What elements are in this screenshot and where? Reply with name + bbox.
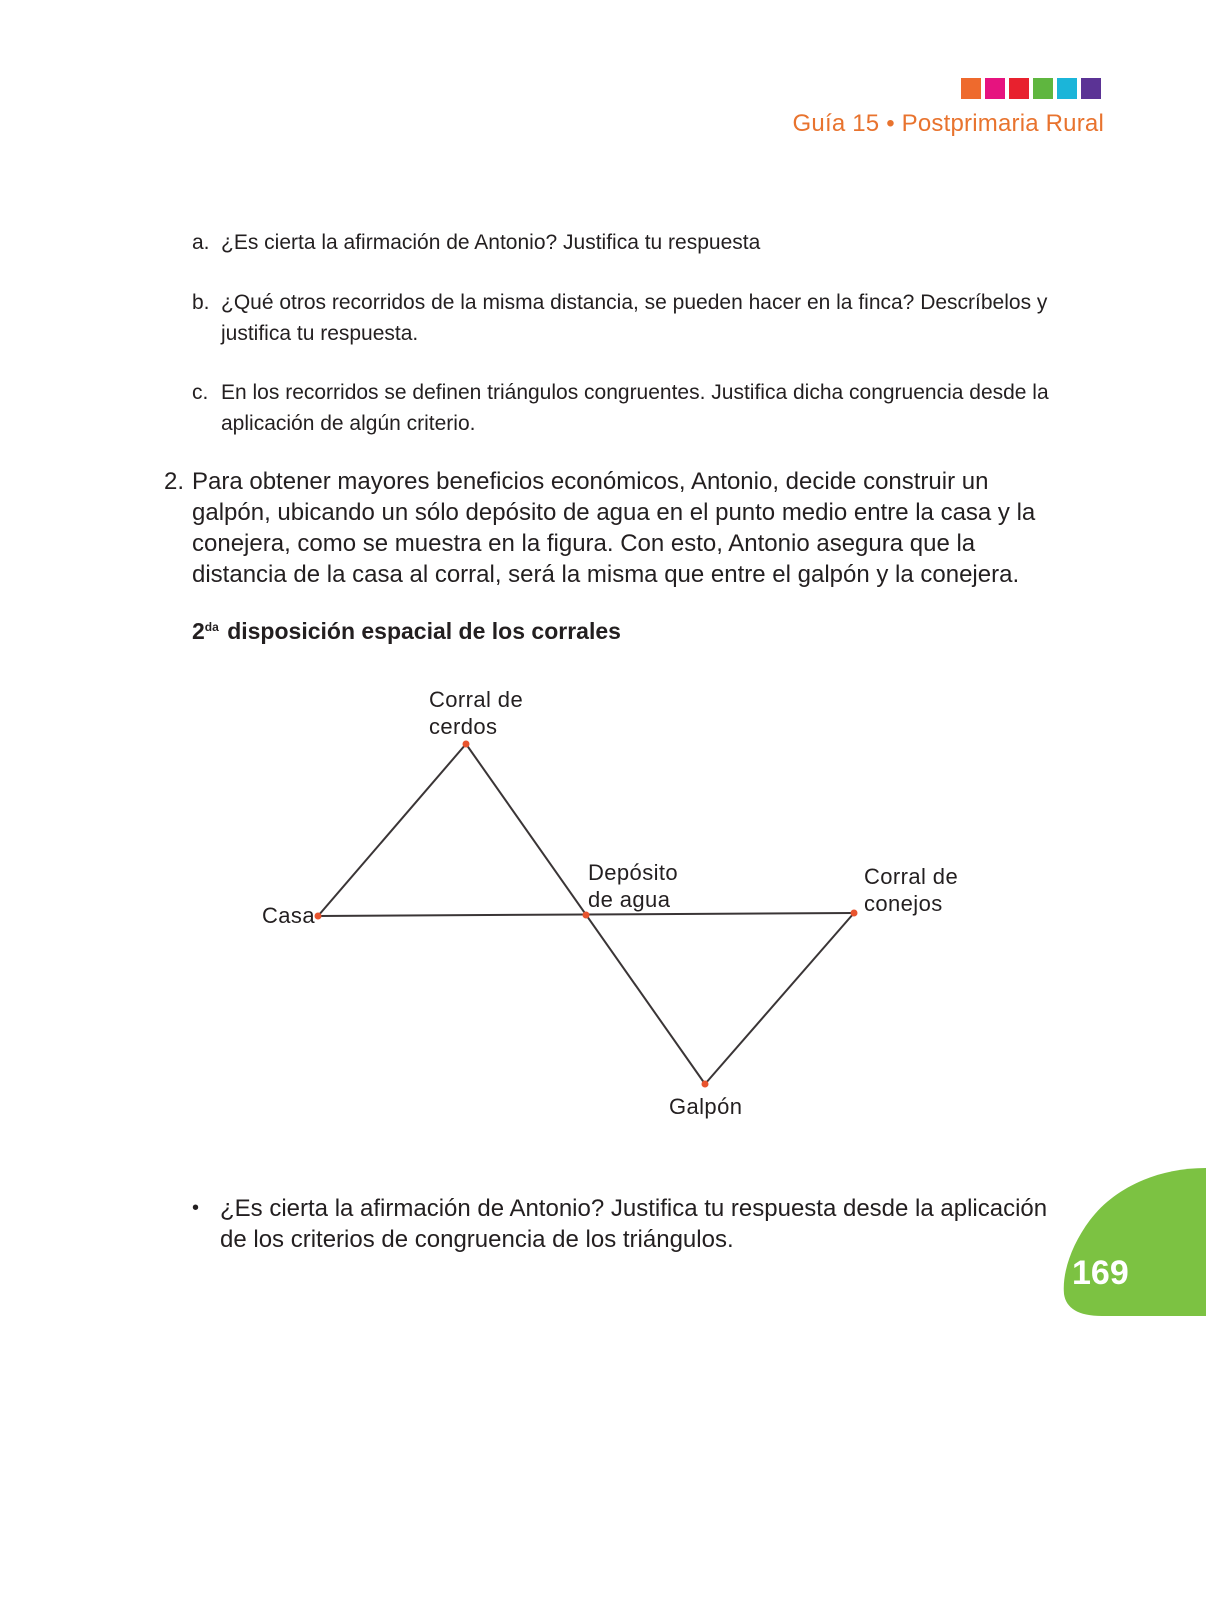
page-number-blob-shape [1064,1168,1206,1316]
sub-question-label: a. [192,231,210,254]
label-corral-conejos: Corral de conejos [864,864,959,916]
sub-question-text: ¿Qué otros recorridos de la misma distancia, se pueden hacer en la finca? Descríbelos y justifica tu respuesta. [221,291,1048,345]
label-galpon: Galpón [669,1094,743,1119]
label-deposito-agua: Depósito de agua [588,860,679,912]
sub-question-label: c. [192,381,209,404]
figure-title-ordinal: 2 [192,618,205,644]
bullet-question-text: ¿Es cierta la afirmación de Antonio? Justifica tu respuesta desde la aplicación de los criterios de congruencia de los triángulos. [220,1195,1048,1253]
question-text: Para obtener mayores beneficios económicos, Antonio, decide construir un galpón, ubicando un sólo depósito de agua en el punto medio entre la casa y la conejera, como se muestra en la figura. Con esto, Antonio asegura que la distancia de la casa al corral, será la misma que entre el galpón y la conejera. [192,468,1036,588]
header-title: Guía 15 • Postprimaria Rural [792,110,1104,137]
label-corral-cerdos: Corral de cerdos [429,687,524,739]
bullet-marker: • [192,1197,200,1219]
point-corral-cerdos [463,741,470,748]
figure-title-text: disposición espacial de los corrales [227,618,621,644]
sub-question-label: b. [192,291,210,314]
bullet-question [192,1193,1072,1255]
edge-conejos-galpon [705,913,854,1084]
page-number: 169 [1072,1254,1129,1292]
figure-title-superscript: da [204,620,219,634]
edge-casa-cerdos [318,744,466,916]
point-casa [315,913,322,920]
sub-question-text: En los recorridos se definen triángulos congruentes. Justifica dicha congruencia desde la aplicación de algún criterio. [221,381,1049,435]
sub-question-text: ¿Es cierta la afirmación de Antonio? Justifica tu respuesta [221,231,761,254]
point-galpon [702,1081,709,1088]
question-number: 2. [164,468,185,495]
label-casa: Casa [262,903,315,928]
page-number-blob [1062,1168,1206,1316]
point-corral-conejos [851,910,858,917]
